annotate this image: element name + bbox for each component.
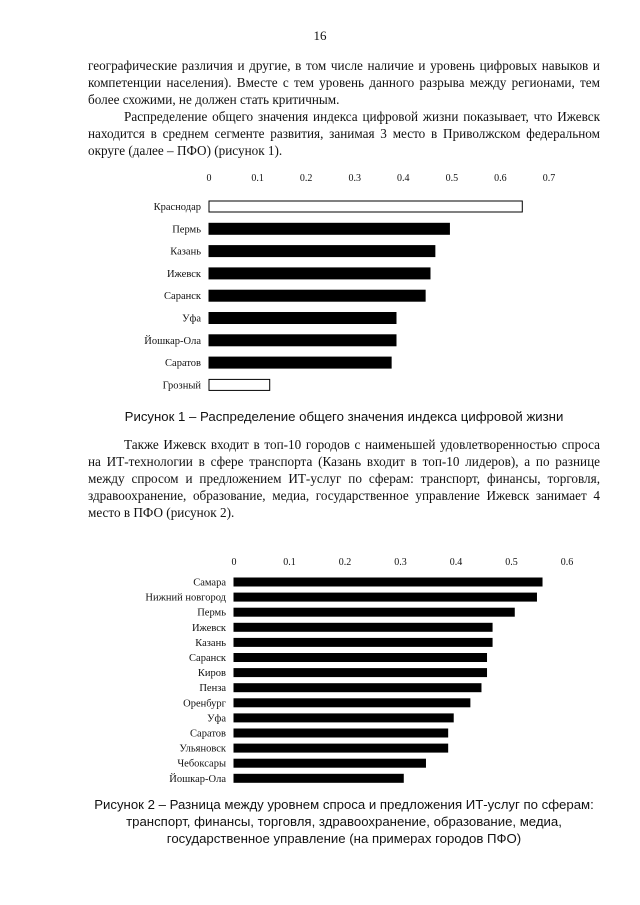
- category-label: Пермь: [172, 224, 201, 236]
- tick-label: 0: [206, 173, 212, 184]
- bar: [234, 593, 536, 601]
- tick-label: 0.7: [542, 173, 556, 184]
- category-label: Чебоксары: [177, 758, 226, 770]
- bar: [209, 290, 425, 301]
- bar: [234, 699, 470, 707]
- bar: [209, 201, 522, 212]
- figure-2-caption: Рисунок 2 – Разница между уровнем спроса и предложения ИТ-услуг по сферам: транспорт, финансы, торговля, здравоохранение, образование, медиа, государственное управление (на примерах городов ПФО): [94, 797, 594, 846]
- tick-label: 0.1: [251, 173, 264, 184]
- category-label: Ижевск: [191, 622, 226, 634]
- bar: [209, 246, 435, 257]
- category-label: Пермь: [197, 607, 226, 619]
- bar: [234, 714, 453, 722]
- tick-label: 0.1: [283, 557, 296, 568]
- category-label: Уфа: [182, 313, 201, 325]
- bar: [209, 313, 396, 324]
- category-label: Уфа: [207, 713, 226, 725]
- tick-label: 0.5: [445, 173, 459, 184]
- category-label: Пенза: [199, 683, 226, 695]
- paragraph-1: географические различия и другие, в том числе наличие и уровень цифровых навыков и компетенции населения). Вместе с тем уровень данного разрыва между регионами, тем более схожими, не должен стать критичным.: [88, 58, 600, 107]
- chart-digital-life-index: [0, 168, 640, 398]
- category-label: Нижний новгород: [145, 592, 226, 604]
- bar: [234, 669, 487, 677]
- paragraph-3: Также Ижевск входит в топ-10 городов с наименьшей удовлетворенностью спроса на ИТ-технологии в сфере транспорта (Казань входит в топ-10 лидеров), а по разнице между спросом и предложением ИТ-услуг по сферам: транспорт, финансы, торговля, здравоохранение, образование, медиа, государственное управление Ижевск занимает 4 место в ПФО (рисунок 2).: [88, 437, 600, 520]
- bar: [234, 759, 425, 767]
- bar: [234, 684, 481, 692]
- tick-label: 0: [231, 557, 237, 568]
- category-label: Саранск: [189, 653, 226, 664]
- tick-label: 0.6: [560, 557, 574, 568]
- paragraph-2: Распределение общего значения индекса цифровой жизни показывает, что Ижевск находится в среднем сегменте развития, занимая 3 место в Приволжском федеральном округе (далее – ПФО) (рисунок 1).: [88, 109, 600, 158]
- bar: [234, 654, 487, 662]
- bar: [234, 729, 448, 737]
- category-label: Саратов: [190, 728, 226, 740]
- tick-label: 0.6: [494, 173, 507, 184]
- category-label: Оренбург: [183, 698, 226, 710]
- bar: [209, 379, 270, 390]
- page-number: 16: [313, 28, 327, 43]
- category-label: Казань: [195, 637, 226, 649]
- bar: [209, 357, 391, 368]
- bar: [209, 268, 430, 279]
- category-label: Йошкар-Ола: [169, 773, 226, 785]
- category-label: Ульяновск: [179, 743, 226, 755]
- tick-label: 0.2: [338, 557, 352, 568]
- category-label: Саратов: [165, 358, 201, 370]
- bar: [234, 578, 542, 586]
- tick-label: 0.3: [394, 557, 407, 568]
- category-label: Грозный: [162, 380, 201, 392]
- category-label: Ижевск: [166, 268, 201, 280]
- tick-label: 0.5: [505, 557, 518, 568]
- category-label: Краснодар: [153, 202, 201, 213]
- category-label: Йошкар-Ола: [144, 335, 201, 347]
- category-label: Самара: [193, 577, 226, 589]
- bar: [234, 744, 448, 752]
- tick-label: 0.4: [397, 173, 410, 184]
- bar: [209, 223, 449, 234]
- category-label: Казань: [170, 246, 201, 258]
- bar: [234, 623, 492, 631]
- tick-label: 0.3: [348, 173, 361, 184]
- tick-label: 0.4: [449, 557, 463, 568]
- category-label: Саранск: [164, 291, 201, 303]
- bar: [234, 608, 514, 616]
- bar: [234, 638, 492, 646]
- tick-label: 0.2: [299, 173, 313, 184]
- figure-1-caption: Рисунок 1 – Распределение общего значения индекса цифровой жизни: [124, 409, 564, 424]
- bar: [234, 774, 403, 782]
- bar: [209, 335, 396, 346]
- category-label: Киров: [197, 668, 226, 680]
- chart-it-demand-supply-gap: [0, 552, 640, 787]
